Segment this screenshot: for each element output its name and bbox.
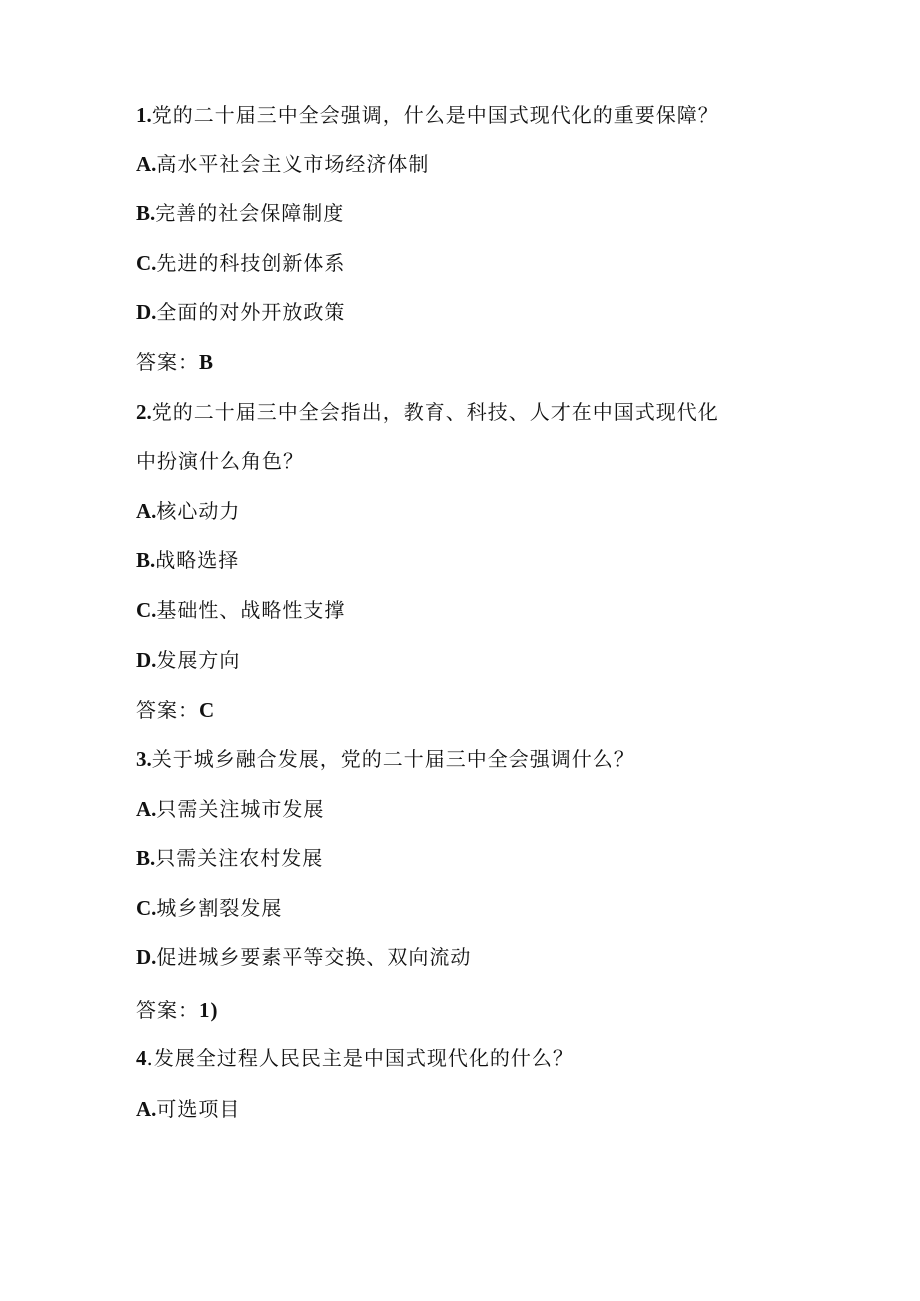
option-text: 高水平社会主义市场经济体制 (156, 152, 430, 176)
answer-label: 答案： (136, 698, 199, 722)
option-letter: C. (136, 896, 157, 920)
option-letter: B. (136, 201, 156, 225)
option-text: 基础性、战略性支撑 (156, 598, 346, 622)
question-4-title (136, 1044, 574, 1072)
option-letter: C. (136, 251, 157, 275)
option-text: 战略选择 (155, 548, 240, 572)
question-number: 1. (136, 103, 152, 127)
option-text: 只需关注城市发展 (156, 797, 325, 821)
question-1-option-c (136, 249, 345, 277)
option-letter: D. (136, 300, 157, 324)
question-3-option-d (136, 943, 471, 971)
question-3-answer (136, 996, 219, 1024)
answer-label: 答案： (136, 998, 199, 1022)
answer-value: B (199, 350, 215, 374)
question-text: 党的二十届三中全会强调，什么是中国式现代化的重要保障？ (151, 103, 719, 127)
option-letter: D. (136, 648, 157, 672)
option-letter: A. (136, 152, 157, 176)
question-number: 3. (136, 747, 152, 771)
option-text: 全面的对外开放政策 (156, 300, 346, 324)
question-1-answer (136, 348, 214, 376)
question-3-option-a (136, 795, 324, 823)
answer-label: 答案： (136, 350, 199, 374)
option-letter: B. (136, 846, 156, 870)
question-text: 党的二十届三中全会指出，教育、科技、人才在中国式现代化 (151, 400, 719, 424)
option-text: 先进的科技创新体系 (156, 251, 346, 275)
question-2-option-b (136, 546, 239, 574)
option-letter: A. (136, 797, 157, 821)
question-1-option-b (136, 199, 344, 227)
question-3-title (136, 745, 635, 773)
option-text: 核心动力 (156, 499, 241, 523)
option-letter: C. (136, 598, 157, 622)
question-2-answer (136, 696, 215, 724)
question-number: 2. (136, 400, 152, 424)
question-number: 4 (136, 1046, 147, 1070)
option-text: 城乡割裂发展 (156, 896, 283, 920)
question-1-title (136, 101, 719, 129)
option-letter: B. (136, 548, 156, 572)
question-3-option-c (136, 894, 282, 922)
question-1-option-a (136, 150, 429, 178)
question-2-title (136, 398, 719, 426)
question-3-option-b (136, 844, 323, 872)
option-letter: D. (136, 945, 157, 969)
option-text: 只需关注农村发展 (155, 846, 324, 870)
answer-value: C (199, 698, 216, 722)
question-2-option-a (136, 497, 240, 525)
option-text: 完善的社会保障制度 (155, 201, 345, 225)
question-2-option-d (136, 646, 240, 674)
question-1-option-d (136, 298, 345, 326)
question-text: 中扮演什么角色？ (136, 449, 304, 473)
question-text: 关于城乡融合发展，党的二十届三中全会强调什么？ (151, 747, 635, 771)
question-4-option-a (136, 1095, 240, 1123)
option-letter: A. (136, 499, 157, 523)
option-text: 可选项目 (156, 1097, 241, 1121)
option-text: 促进城乡要素平等交换、双向流动 (156, 945, 472, 969)
option-text: 发展方向 (156, 648, 241, 672)
option-letter: A. (136, 1097, 157, 1121)
question-text: .发展全过程人民民主是中国式现代化的什么？ (146, 1046, 574, 1070)
question-2-title-cont (136, 447, 304, 475)
question-2-option-c (136, 596, 345, 624)
answer-value: 1) (199, 998, 219, 1022)
